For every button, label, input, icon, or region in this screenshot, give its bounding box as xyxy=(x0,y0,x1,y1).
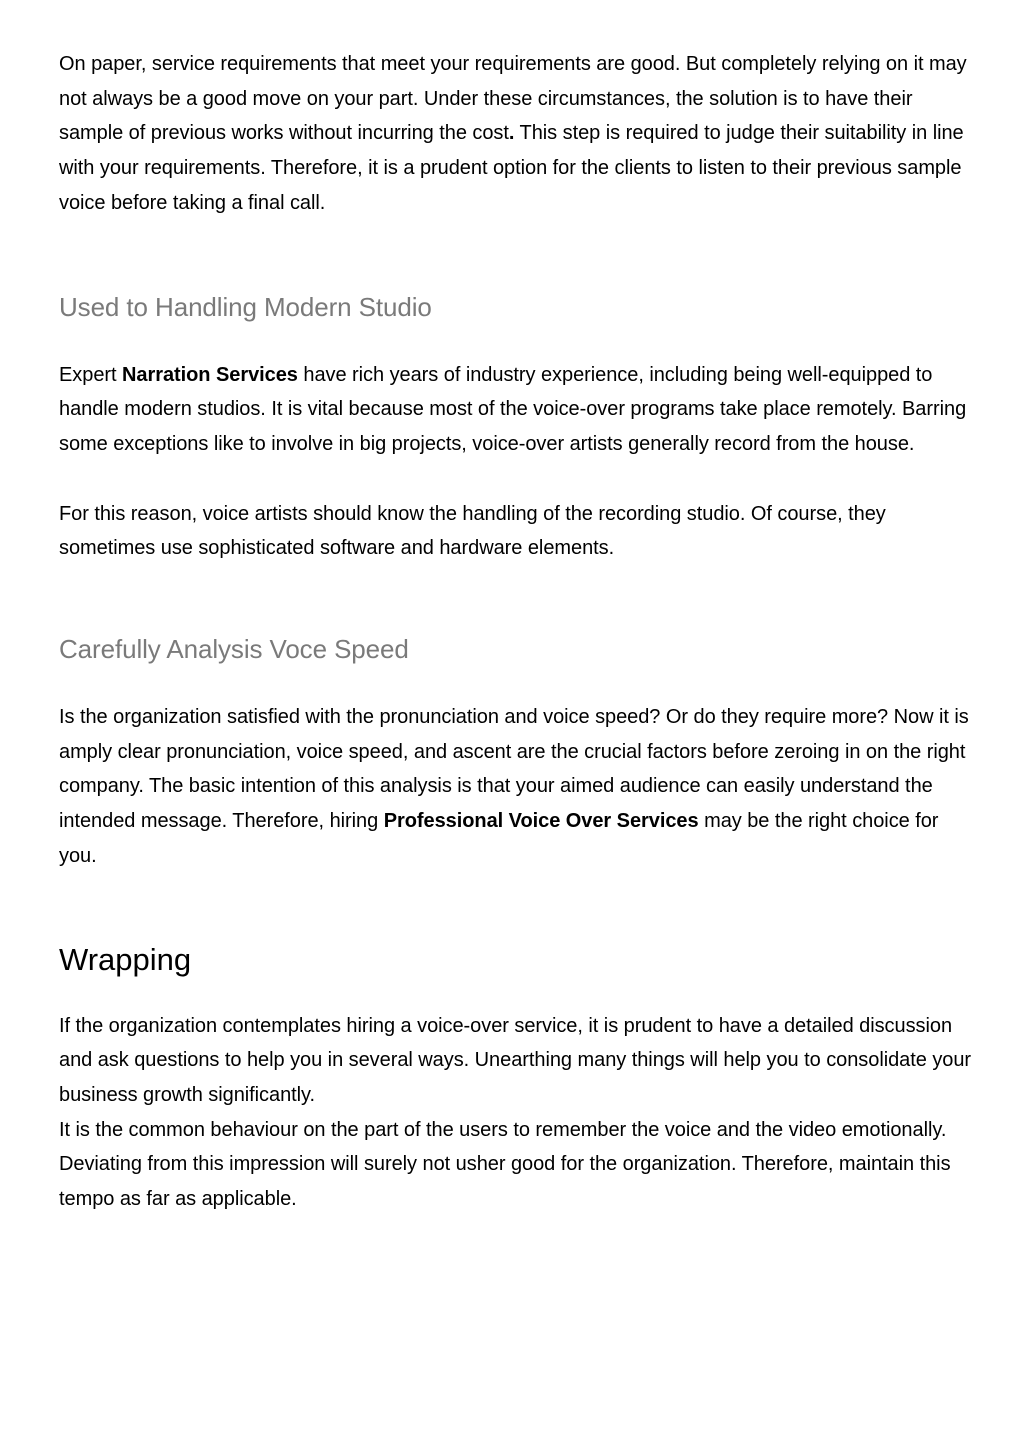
wrapping-line-2: It is the common behaviour on the part of the users to remember the voice and the video emotionally. Deviating from this impression will surely not usher good for the organization. Therefore, maintain this tempo as far as applicable. xyxy=(59,1118,951,1211)
speed-paragraph xyxy=(59,700,979,874)
intro-paragraph xyxy=(59,47,979,221)
speed-heading: Carefully Analysis Voce Speed xyxy=(59,634,409,665)
professional-voice-over-bold: Professional Voice Over Services xyxy=(383,810,699,833)
document-page xyxy=(59,47,979,1217)
intro-text: On paper, service requirements that meet your requirements are good. But completely relying on it may not always be a good move on your part. Under these circumstances, the solution is to have their sample of previous works without incurring the cost xyxy=(59,53,967,145)
studio-paragraph-2: For this reason, voice artists should know the handling of the recording studio. Of course, they sometimes use sophisticated software and hardware elements. xyxy=(59,502,886,560)
studio-p1-after: have rich years of industry experience, including being well-equipped to handle modern studios. It is vital because most of the voice-over programs take place remotely. Barring some exceptions like to involve in big projects, voice-over artists generally record from the house. xyxy=(59,363,967,455)
studio-paragraph-1 xyxy=(59,358,979,462)
narration-services-bold: Narration Services xyxy=(122,363,298,386)
wrapping-heading: Wrapping xyxy=(59,941,192,977)
speed-p-before: Is the organization satisfied with the pronunciation and voice speed? Or do they require more? Now it is amply clear pronunciation, voice speed, and ascent are the crucial factors before zeroing in on the right company. The basic intention of this analysis is that your aimed audience can easily understand the intended message. Therefore, hiring xyxy=(59,706,969,833)
wrapping-line-1: If the organization contemplates hiring a voice-over service, it is prudent to have a detailed discussion and ask questions to help you in several ways. Unearthing many things will help you to consolidate your business growth significantly. xyxy=(59,1014,972,1106)
studio-heading: Used to Handling Modern Studio xyxy=(59,291,432,322)
studio-p1-before: Expert xyxy=(59,363,123,386)
wrapping-paragraph xyxy=(59,1009,979,1217)
speed-p-after: may be the right choice for you. xyxy=(59,810,939,867)
intro-bold-period: . xyxy=(508,122,515,145)
intro-text-after: This step is required to judge their suitability in line with your requirements. Therefore, it is a prudent option for the clients to listen to their previous sample voice before taking a final call. xyxy=(59,122,964,214)
